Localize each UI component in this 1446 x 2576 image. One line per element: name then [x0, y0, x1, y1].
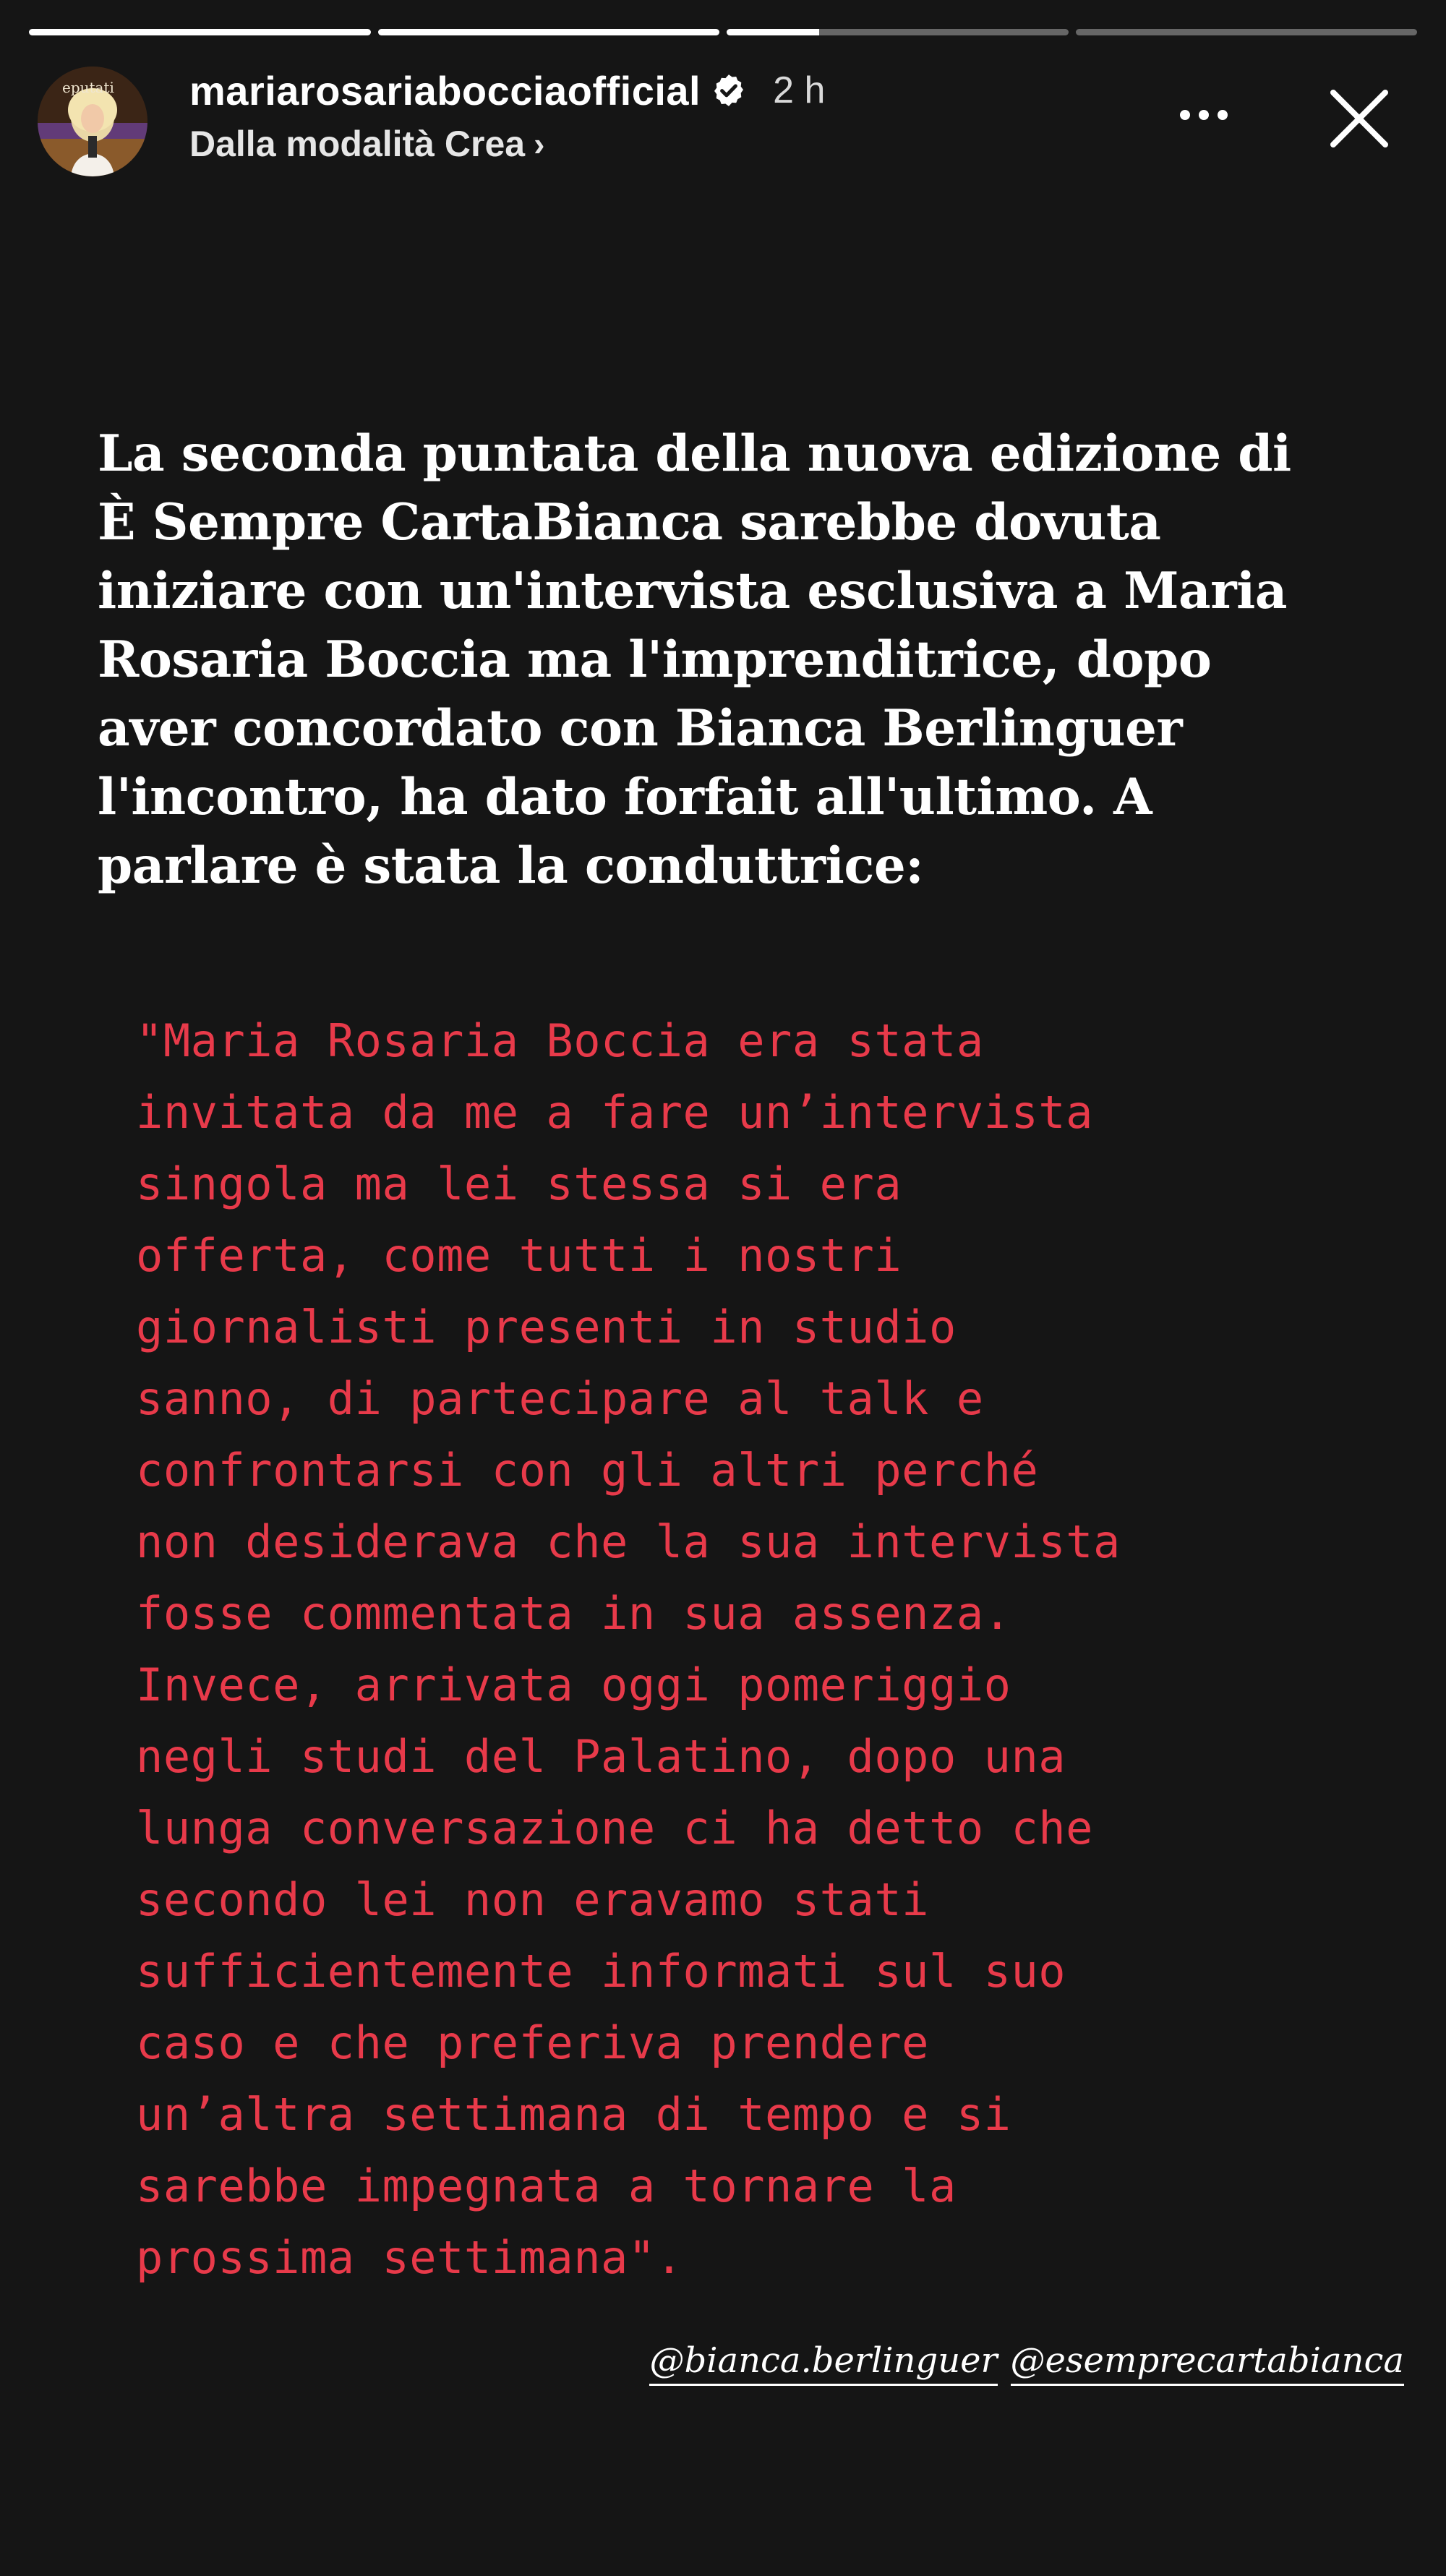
- story-progress-bar: [29, 29, 1417, 35]
- username[interactable]: mariarosariabocciaofficial: [189, 67, 701, 114]
- avatar-image: [38, 67, 147, 176]
- progress-fill: [378, 29, 720, 35]
- more-options-icon: [1199, 110, 1209, 120]
- mention-tags: [649, 2339, 1404, 2386]
- story-timestamp: 2 h: [773, 69, 826, 111]
- story-headline: La seconda puntata della nuova edizione di È Sempre CartaBianca sarebbe dovuta iniziare con un'intervista esclusiva a Maria Rosaria Boccia ma l'imprenditrice, dopo aver concordato con Bianca Berlinguer l'incontro, ha dato forfait all'ultimo. A parlare è stata la conduttrice:: [98, 424, 1291, 895]
- progress-segment-1: [29, 29, 371, 35]
- close-icon: [1323, 82, 1395, 155]
- more-options-icon: [1180, 110, 1190, 120]
- svg-text:eputati: eputati: [62, 79, 114, 96]
- progress-segment-2: [378, 29, 720, 35]
- created-with-label: Dalla modalità Crea: [189, 124, 526, 164]
- progress-fill: [29, 29, 371, 35]
- chevron-right-icon: ›: [534, 125, 545, 163]
- mention-esemprecartabianca[interactable]: @esemprecartabianca: [1011, 2339, 1405, 2386]
- progress-segment-4: [1076, 29, 1418, 35]
- progress-fill: [727, 29, 819, 35]
- story-quote: "Maria Rosaria Boccia era stata invitata da me a fare un’intervista singola ma lei stessa si era offerta, come tutti i nostri giornalisti presenti in studio sanno, di partecipare al talk e confrontarsi con gli altri perché non desiderava che la sua intervista fosse commentata in sua assenza. Invece, arrivata oggi pomeriggio negli studi del Palatino, dopo una lunga conversazione ci ha detto che secondo lei non eravamo stati sufficientemente informati sul suo caso e che preferiva prendere un’altra settimana di tempo e si sarebbe impegnata a tornare la prossima settimana".: [136, 1014, 1121, 2284]
- more-options-icon: [1218, 110, 1228, 120]
- verified-badge-icon: [711, 72, 747, 108]
- close-button[interactable]: [1323, 82, 1395, 155]
- story-header: [38, 61, 1417, 176]
- avatar[interactable]: [38, 67, 147, 176]
- created-with-link[interactable]: [189, 123, 544, 165]
- more-options-button[interactable]: [1171, 90, 1236, 140]
- username-row: [189, 65, 825, 116]
- progress-segment-3: [727, 29, 1069, 35]
- mention-bianca-berlinguer[interactable]: @bianca.berlinguer: [649, 2339, 997, 2386]
